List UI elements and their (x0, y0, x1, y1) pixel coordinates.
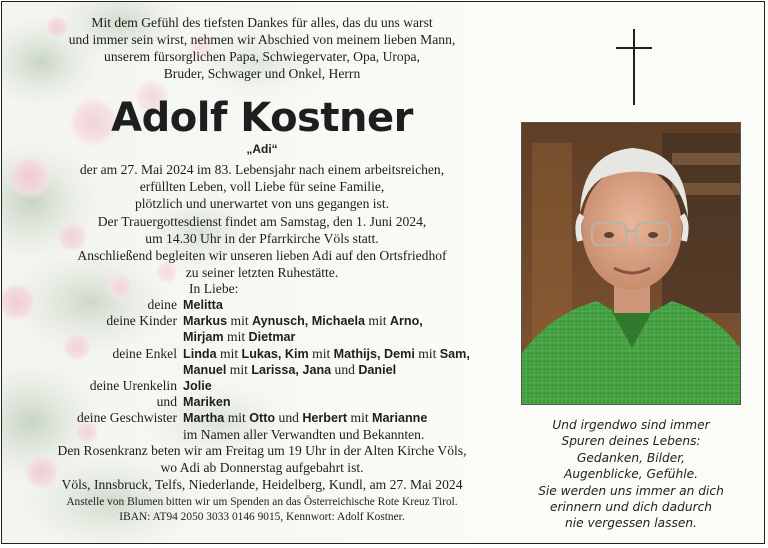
mourner-name: Dietmar (248, 330, 296, 345)
mourner-relation: deine (147, 297, 177, 312)
mourner-name: Sam, (439, 346, 470, 361)
mourner-relation: deine Geschwister (76, 410, 177, 426)
mourner-row (2, 313, 522, 329)
mourner-row (2, 329, 522, 345)
rosary-line: wo Adi ab Donnerstag aufgebahrt ist. (160, 460, 364, 475)
mourner-row (2, 362, 522, 378)
death-notice-line: erfüllten Leben, voll Liebe für seine Familie, (139, 179, 385, 194)
mourner-names (183, 313, 516, 329)
mourner-name: Linda (183, 346, 217, 361)
funeral-service (22, 213, 502, 247)
mourner-connector: und (275, 410, 303, 426)
latin-cross-icon (614, 27, 654, 107)
mourner-names (183, 427, 516, 443)
donation-line: Anstelle von Blumen bitten wir um Spenden an das Österreichische Rote Kreuz Tirol. (66, 496, 458, 508)
mourner-row (2, 346, 522, 362)
mourner-names (183, 346, 516, 362)
mourner-name: Mathijs, Demi (333, 346, 415, 361)
mourner-row (2, 378, 522, 394)
mourner-names (183, 329, 516, 345)
mourner-row (2, 297, 522, 313)
mourner-name: Aynusch, Michaela (252, 314, 365, 329)
obituary-card (1, 1, 765, 544)
intro-line: Bruder, Schwager und Onkel, Herrn (163, 66, 361, 81)
burial-line: zu seiner letzten Ruhestätte. (185, 265, 339, 280)
mourner-relation: deine Kinder (106, 313, 177, 329)
poem-line: Augenblicke, Gefühle. (564, 467, 698, 482)
mourner-row (2, 394, 522, 410)
mourner-row (2, 427, 522, 443)
mourner-names (183, 297, 516, 313)
mourner-connector: mit (414, 345, 440, 361)
mourner-name: Melitta (183, 298, 223, 312)
mourner-connector: mit (216, 345, 242, 361)
poem-line: nie vergessen lassen. (565, 516, 697, 531)
mourner-name: Marianne (372, 411, 428, 426)
mourner-relation: deine Enkel (112, 345, 177, 361)
deceased-name: Adolf Kostner (111, 95, 413, 141)
donation-request (22, 495, 502, 525)
mourner-relation (2, 329, 183, 345)
mourner-name: Otto (249, 411, 276, 426)
mourner-relation: und (156, 394, 177, 410)
mourner-name: Arno, (389, 314, 423, 329)
burial-line: Anschließend begleiten wir unseren lieben Adi auf den Ortsfriedhof (77, 248, 447, 263)
mourner-connector: mit (227, 313, 253, 329)
poem-line: Und irgendwo sind immer (552, 418, 710, 432)
mourner-names (183, 410, 516, 426)
burial-info (22, 247, 502, 281)
mourner-connector: mit (347, 410, 373, 426)
mourners-list (2, 297, 522, 443)
mourner-connector: und (331, 361, 359, 377)
mourner-names (183, 362, 516, 378)
memorial-poem (521, 417, 741, 532)
rosary-info (22, 442, 502, 476)
poem-line: erinnern und dich dadurch (549, 500, 713, 515)
mourner-name: Martha (183, 411, 225, 426)
in-love-label: In Liebe: (189, 281, 239, 296)
mourner-connector: mit (364, 313, 390, 329)
mourner-connector: mit (223, 329, 249, 345)
rosary-line: Den Rosenkranz beten wir am Freitag um 19 Uhr in der Alten Kirche Völs, (57, 443, 467, 458)
mourner-names (183, 378, 516, 394)
mourner-name: Herbert (302, 411, 348, 426)
mourner-connector: mit (224, 410, 250, 426)
place-date: Völs, Innsbruck, Telfs, Niederlande, Heidelberg, Kundl, am 27. Mai 2024 (61, 477, 463, 492)
portrait-photo (521, 122, 741, 405)
mourner-name: Manuel (183, 362, 227, 377)
death-notice-line: der am 27. Mai 2024 im 83. Lebensjahr nach einem arbeitsreichen, (79, 162, 445, 177)
mourner-name: Mariken (183, 395, 231, 410)
poem-line: Sie werden uns immer an dich (538, 483, 724, 498)
mourner-name: Jolie (183, 379, 212, 394)
mourner-relation: deine Urenkelin (89, 378, 177, 394)
mourner-names (183, 394, 516, 410)
mourner-relation (2, 362, 183, 378)
intro-line: unserem fürsorglichen Papa, Schwiegervater, Opa, Uropa, (104, 49, 420, 64)
donation-line: IBAN: AT94 2050 3033 0146 9015, Kennwort: Adolf Kostner. (119, 511, 405, 523)
mourner-connector: im Namen aller Verwandten und Bekannten. (183, 426, 425, 442)
intro-text (22, 14, 502, 82)
poem-line: Spuren deines Lebens: (561, 434, 701, 449)
mourner-name: Daniel (358, 362, 397, 377)
service-line: Der Trauergottesdienst findet am Samstag, den 1. Juni 2024, (97, 214, 427, 229)
mourner-name: Mirjam (183, 330, 224, 345)
death-notice-line: plötzlich und unerwartet von uns gegangen ist. (134, 196, 390, 211)
mourner-name: Markus (183, 314, 228, 329)
mourner-name: Larissa, Jana (251, 362, 332, 377)
poem-line: Gedanken, Bilder, (576, 450, 686, 465)
service-line: um 14.30 Uhr in der Pfarrkirche Völs statt. (145, 231, 379, 246)
mourner-connector: mit (308, 345, 334, 361)
mourner-relation (2, 427, 183, 443)
deceased-nickname: „Adi“ (246, 142, 278, 156)
mourner-row (2, 410, 522, 426)
intro-line: und immer sein wirst, nehmen wir Abschied von meinem lieben Mann, (68, 32, 456, 47)
intro-line: Mit dem Gefühl des tiefsten Dankes für alles, das du uns warst (91, 15, 433, 30)
obituary-text (2, 2, 522, 544)
death-notice (22, 161, 502, 212)
mourner-connector: mit (226, 361, 252, 377)
mourner-name: Lukas, Kim (241, 346, 309, 361)
